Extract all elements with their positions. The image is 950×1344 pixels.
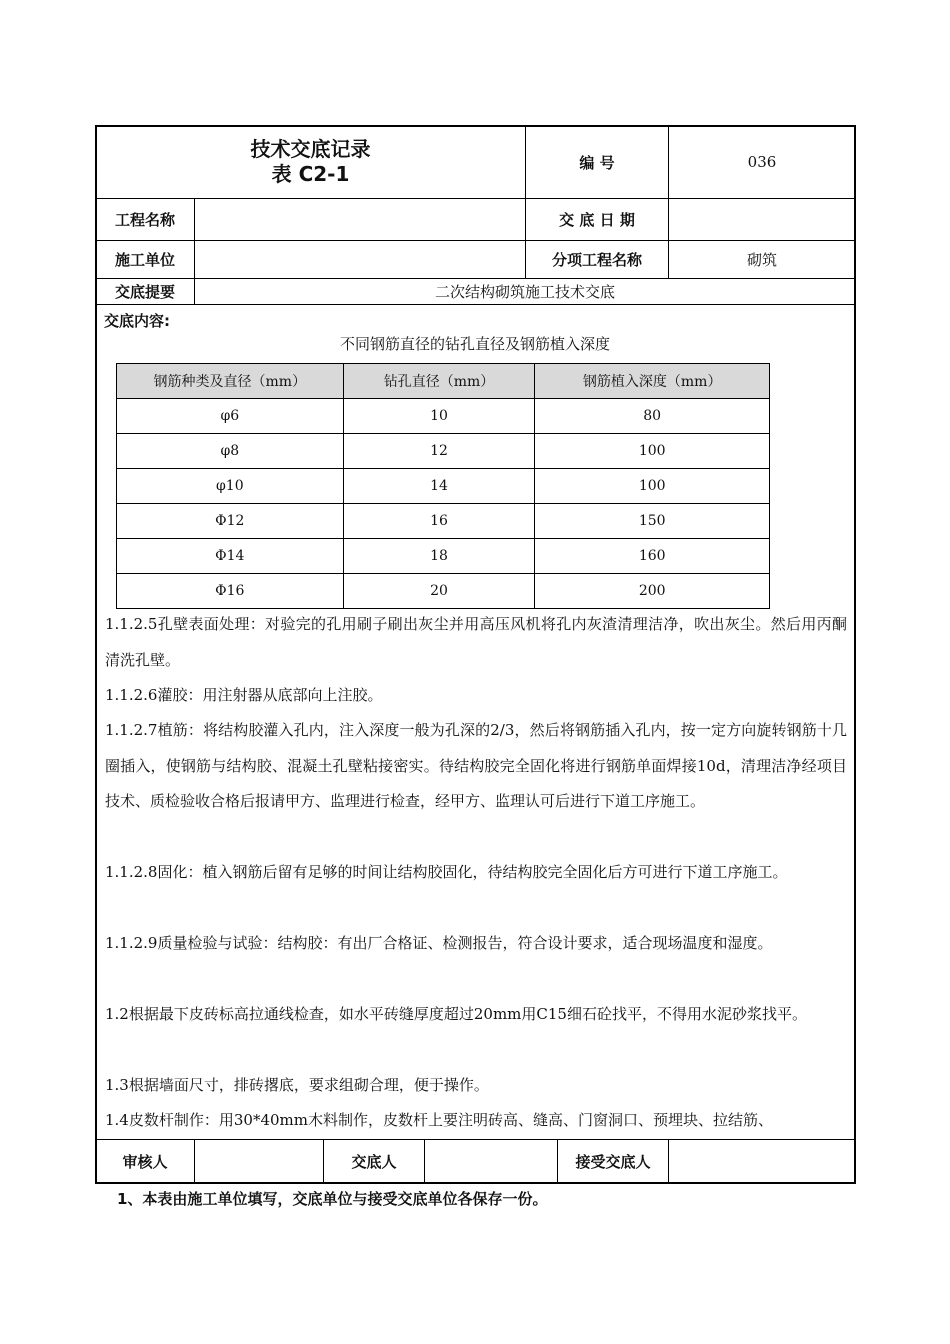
table-cell: 16: [343, 504, 535, 539]
summary-label: 交底提要: [114, 283, 175, 301]
table-cell: 100: [535, 469, 770, 504]
footnote: 1、本表由施工单位填写，交底单位与接受交底单位各保存一份。: [117, 1190, 548, 1208]
table-row: [117, 504, 770, 539]
table-row: [117, 574, 770, 609]
date-field[interactable]: [669, 199, 855, 240]
table-cell: Φ12: [117, 504, 344, 539]
sub-project-label: 分项工程名称: [551, 251, 642, 269]
receiver-label: 接受交底人: [575, 1153, 651, 1171]
paragraph: 1.1.2.8固化：植入钢筋后留有足够的时间让结构胶固化，待结构胶完全固化后方可进行下道工序施工。: [105, 863, 788, 881]
table-cell: φ10: [117, 469, 344, 504]
form-title: [96, 126, 525, 198]
table-header: 钻孔直径（mm）: [343, 364, 535, 399]
table-cell: 100: [535, 434, 770, 469]
paragraph: 1.1.2.6灌胶：用注射器从底部向上注胶。: [105, 686, 383, 704]
form-title-line2: 表 C2-1: [271, 162, 350, 186]
table-row: [117, 539, 770, 574]
project-name-field[interactable]: [195, 199, 525, 240]
table-cell: φ8: [117, 434, 344, 469]
sub-project-field[interactable]: 砌筑: [746, 251, 777, 269]
table-cell: Φ14: [117, 539, 344, 574]
paragraph: 1.3根据墙面尺寸，排砖撂底，要求组砌合理，便于操作。: [105, 1076, 489, 1094]
table-cell: Φ16: [117, 574, 344, 609]
table-cell: 18: [343, 539, 535, 574]
content-label: 交底内容:: [104, 312, 170, 330]
table-cell: 14: [343, 469, 535, 504]
table-row: [117, 434, 770, 469]
table-title: 不同钢筋直径的钻孔直径及钢筋植入深度: [339, 335, 610, 353]
rebar-table: [116, 363, 770, 609]
table-header: 钢筋种类及直径（mm）: [117, 364, 344, 399]
paragraph: 1.1.2.7植筋：将结构胶灌入孔内，注入深度一般为孔深的2/3，然后将钢筋插入孔内，按一定方向旋转钢筋十几圈插入，使钢筋与结构胶、混凝土孔壁粘接密实。待结构胶完全固化将进行钢筋单面焊接10d，清理洁净经项目技术、质检验收合格后报请甲方、监理进行检查，经甲方、监理认可后进行下道工序施工。: [105, 721, 847, 810]
table-cell: 80: [535, 399, 770, 434]
table-row: [117, 469, 770, 504]
paragraph: 1.4皮数杆制作：用30*40mm木料制作，皮数杆上要注明砖高、缝高、门窗洞口、预埋块、拉结筋、: [105, 1111, 773, 1129]
paragraph: 1.1.2.5孔壁表面处理：对验完的孔用刷子刷出灰尘并用高压风机将孔内灰渣清理洁净，吹出灰尘。然后用丙酮清洗孔壁。: [105, 615, 847, 669]
date-label: 交 底 日 期: [559, 211, 635, 229]
receiver-field[interactable]: [669, 1140, 855, 1183]
reviewer-field[interactable]: [195, 1140, 323, 1183]
paragraph: 1.1.2.9质量检验与试验：结构胶：有出厂合格证、检测报告，符合设计要求，适合现场温度和湿度。: [105, 934, 773, 952]
contractor-field[interactable]: [195, 241, 525, 278]
row-divider: [96, 304, 855, 305]
table-header: 钢筋植入深度（mm）: [535, 364, 770, 399]
table-cell: 10: [343, 399, 535, 434]
discloser-label: 交底人: [351, 1153, 397, 1171]
reviewer-label: 审核人: [122, 1153, 168, 1171]
contractor-label: 施工单位: [114, 251, 175, 269]
table-cell: 150: [535, 504, 770, 539]
table-cell: φ6: [117, 399, 344, 434]
table-cell: 20: [343, 574, 535, 609]
table-row: [117, 399, 770, 434]
paragraph: 1.2根据最下皮砖标高拉通线检查，如水平砖缝厚度超过20mm用C15细石砼找平，不得用水泥砂浆找平。: [105, 1005, 807, 1023]
table-cell: 200: [535, 574, 770, 609]
number-value[interactable]: 036: [747, 153, 777, 171]
table-cell: 160: [535, 539, 770, 574]
project-name-label: 工程名称: [114, 211, 175, 229]
number-label: 编 号: [579, 153, 615, 172]
summary-field[interactable]: 二次结构砌筑施工技术交底: [434, 283, 615, 301]
table-cell: 12: [343, 434, 535, 469]
discloser-field[interactable]: [425, 1140, 557, 1183]
form-title-line1: 技术交底记录: [250, 137, 371, 161]
table-header-row: [117, 364, 770, 399]
